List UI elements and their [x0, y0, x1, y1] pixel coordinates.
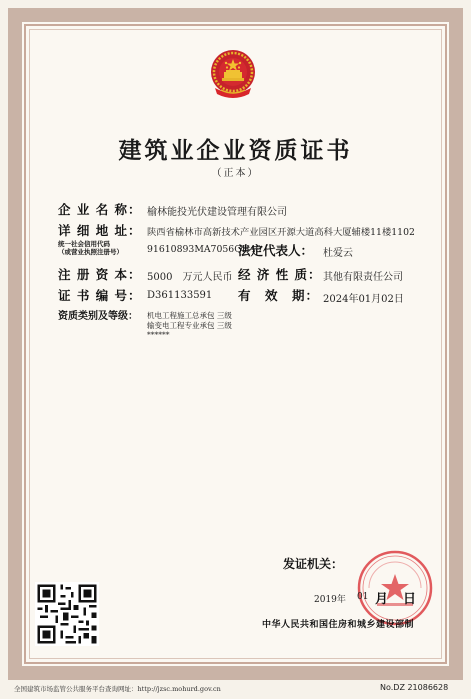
credit-code-value: 91610893MA7056GH49	[147, 244, 262, 255]
credit-code-label-line1: 统一社会信用代码	[58, 240, 110, 248]
qr-code-icon[interactable]	[35, 582, 99, 646]
credit-code-label-line2: （或营业执照注册号）	[58, 248, 123, 256]
certificate-subtitle: （正本）	[211, 168, 260, 179]
issue-date-year: 2019年	[314, 595, 346, 605]
address-label: 详 细 地 址：	[58, 223, 142, 238]
cert-no-value: D361133591	[147, 290, 213, 301]
footer-url-text: 全国建筑市场监管公共服务平台查询网址：http://jzsc.mohurd.gov.cn	[14, 685, 221, 693]
legal-rep-label: 法定代表人：	[238, 243, 314, 258]
issuer-label: 发证机关：	[283, 557, 344, 571]
company-name-label: 企 业 名 称：	[58, 202, 142, 217]
issuer-name: 中华人民共和国住房和城乡建设部制	[262, 620, 415, 630]
serial-number: No.DZ 21086628	[380, 683, 449, 692]
econ-type-value: 其他有限责任公司	[323, 272, 403, 283]
issue-date-yue: 月	[375, 592, 389, 607]
capital-value: 5000 万元人民币	[147, 272, 233, 283]
address-value: 陕西省榆林市高新技术产业园区开源大道高科大厦辅楼11楼1102	[147, 227, 415, 238]
capital-label: 注 册 资 本：	[58, 267, 142, 282]
company-name-value: 榆林能投光伏建设管理有限公司	[147, 207, 287, 218]
legal-rep-value: 杜爱云	[323, 248, 353, 259]
issue-date-month: 01	[357, 592, 369, 602]
econ-type-label: 经 济 性 质：	[238, 267, 322, 282]
validity-value: 2024年01月02日	[323, 294, 404, 305]
official-seal-icon	[355, 548, 435, 628]
validity-label: 有 效 期：	[238, 288, 320, 303]
qualification-item: 输变电工程专业承包 三级	[147, 321, 232, 330]
qualification-item: 机电工程施工总承包 三级	[147, 311, 232, 320]
cert-no-label: 证 书 编 号：	[58, 288, 142, 303]
qualification-item: ******	[147, 330, 170, 339]
certificate-title: 建筑业企业资质证书	[118, 137, 353, 164]
qualification-label: 资质类别及等级：	[58, 311, 138, 322]
national-emblem-icon	[207, 48, 259, 104]
issue-date-ri: 日	[403, 592, 417, 607]
